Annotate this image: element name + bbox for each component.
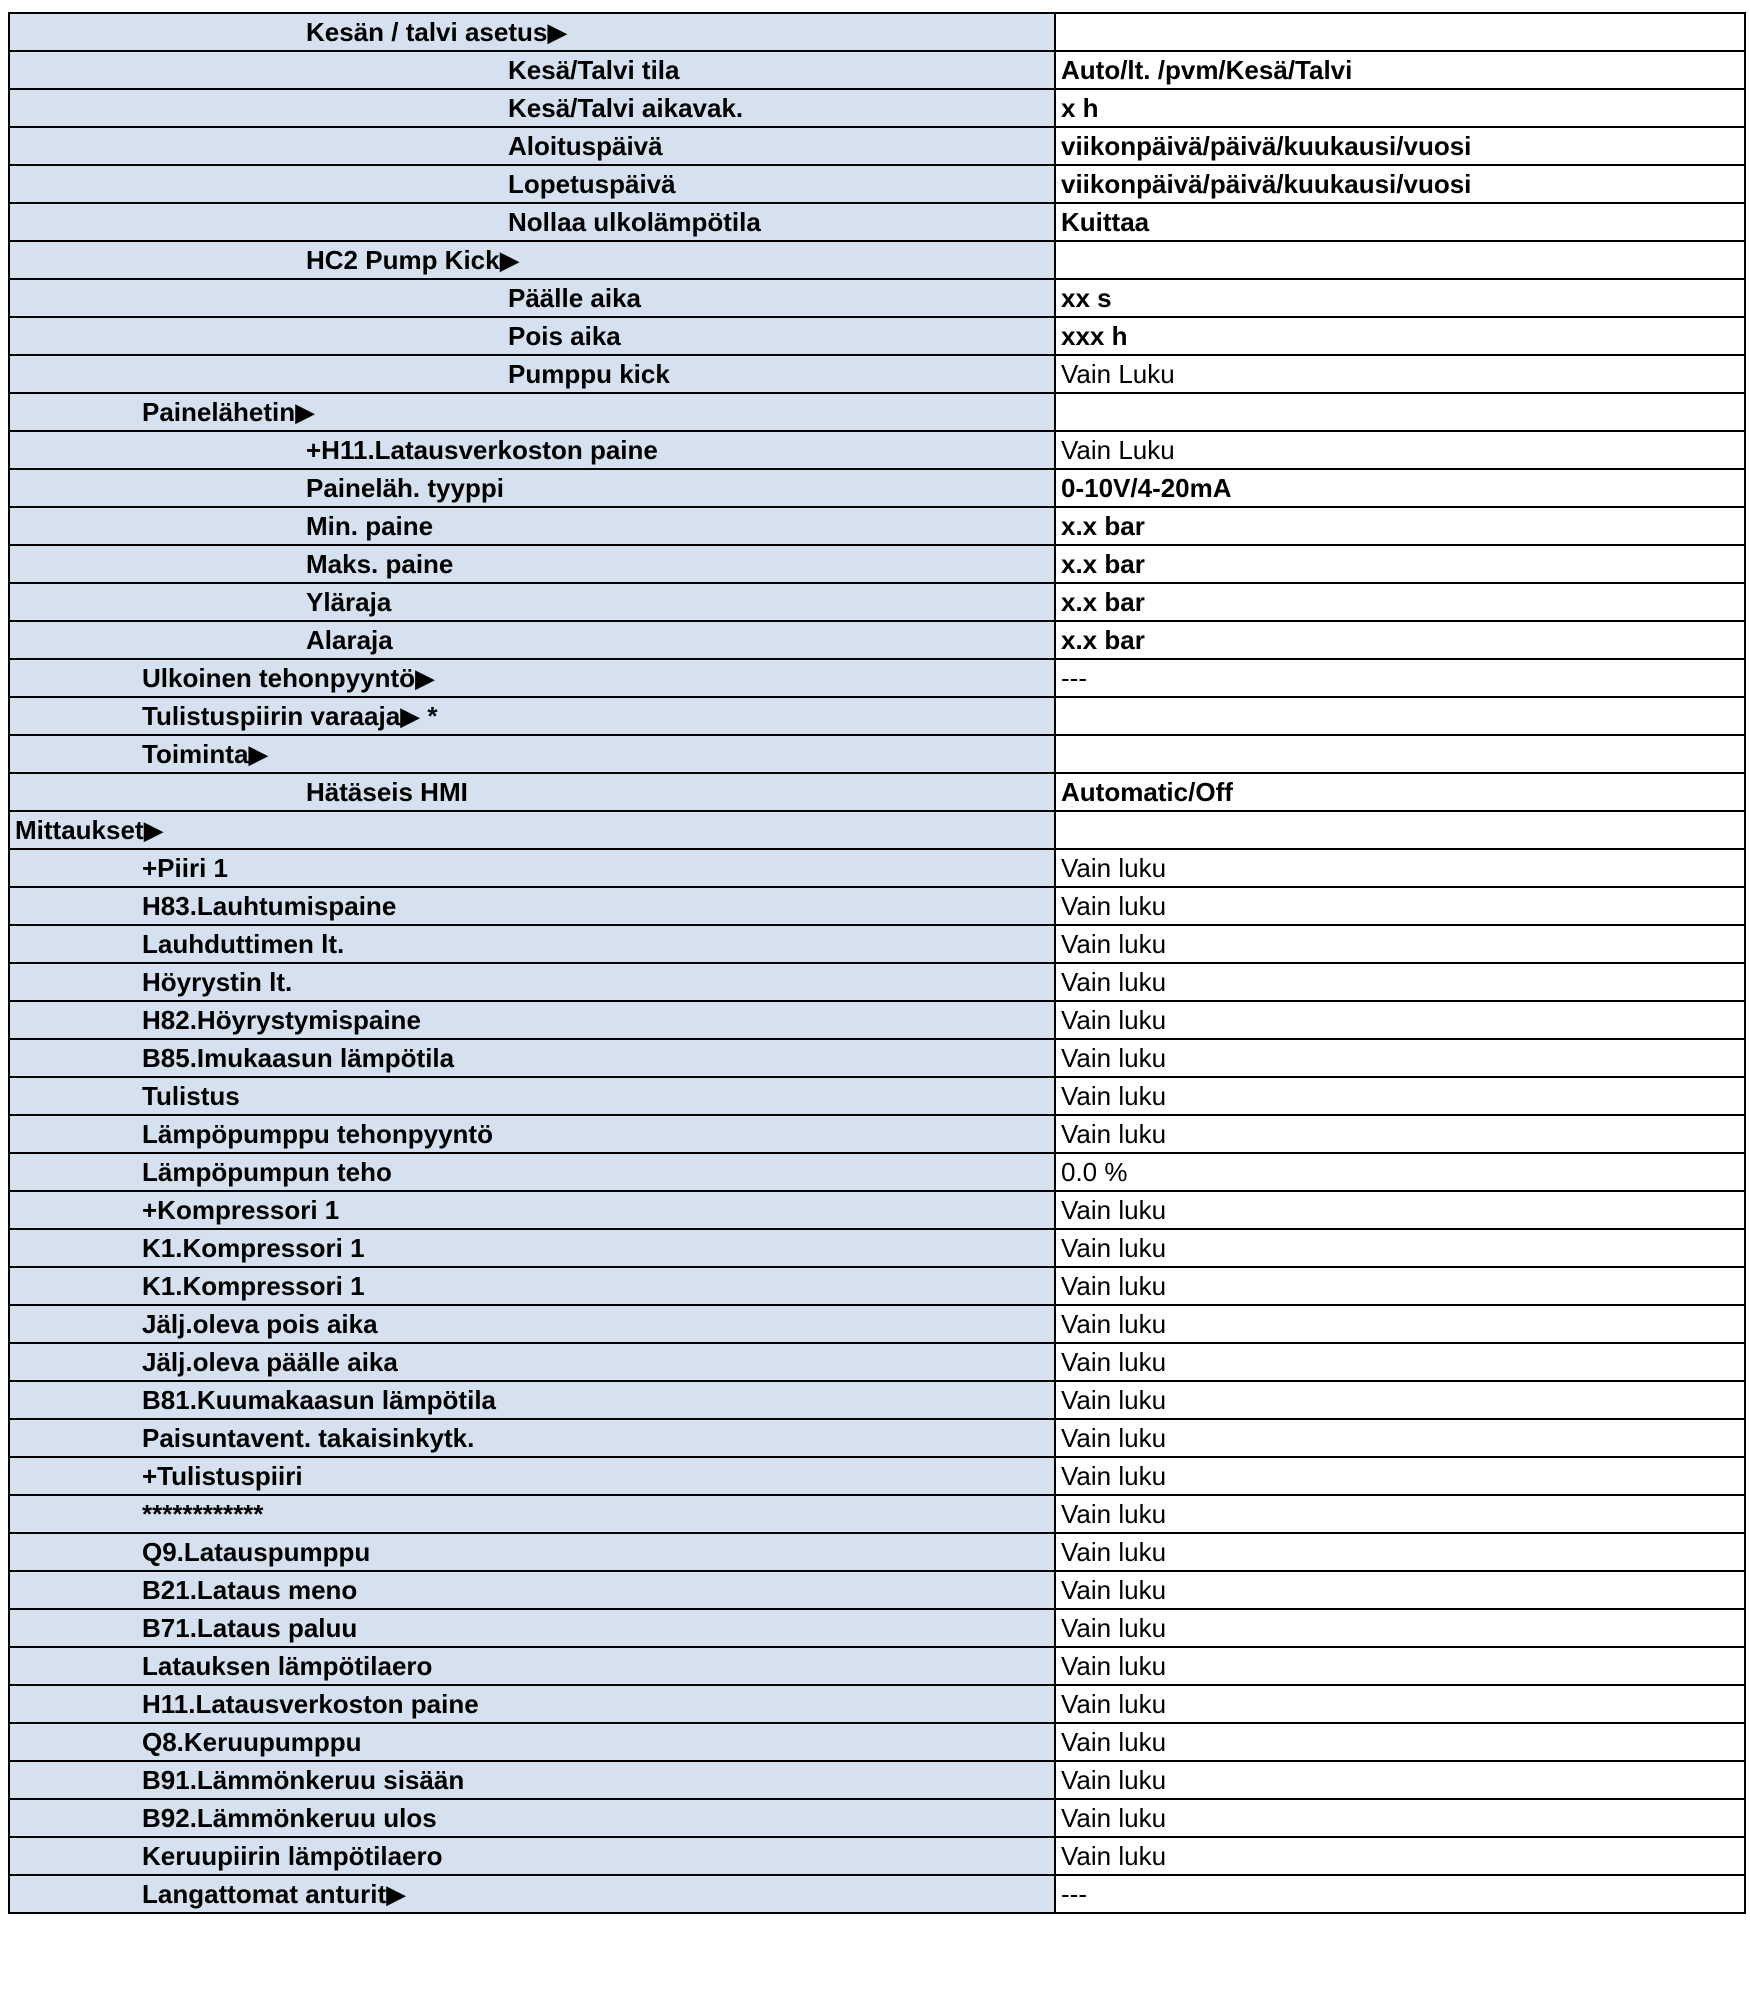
table-row xyxy=(9,1381,1745,1419)
parameter-value: 0-10V/4-20mA xyxy=(1055,469,1745,507)
parameter-value: x.x bar xyxy=(1055,507,1745,545)
parameter-label: Tulistus xyxy=(9,1077,1055,1115)
table-row xyxy=(9,127,1745,165)
parameter-value: xx s xyxy=(1055,279,1745,317)
parameter-value: Vain luku xyxy=(1055,1761,1745,1799)
parameter-value: Vain luku xyxy=(1055,1305,1745,1343)
parameter-table-body xyxy=(9,13,1745,1913)
table-row xyxy=(9,469,1745,507)
table-row xyxy=(9,203,1745,241)
table-row xyxy=(9,279,1745,317)
parameter-label: Nollaa ulkolämpötila xyxy=(9,203,1055,241)
parameter-value: Vain luku xyxy=(1055,887,1745,925)
table-row xyxy=(9,659,1745,697)
parameter-label: Paisuntavent. takaisinkytk. xyxy=(9,1419,1055,1457)
table-row xyxy=(9,355,1745,393)
table-row xyxy=(9,1267,1745,1305)
parameter-value xyxy=(1055,241,1745,279)
parameter-label: Lämpöpumpun teho xyxy=(9,1153,1055,1191)
parameter-value: Vain luku xyxy=(1055,1077,1745,1115)
table-row xyxy=(9,925,1745,963)
table-row xyxy=(9,1571,1745,1609)
parameter-label: B71.Lataus paluu xyxy=(9,1609,1055,1647)
parameter-label: Ulkoinen tehonpyyntö▶ xyxy=(9,659,1055,697)
table-row xyxy=(9,1191,1745,1229)
parameter-value xyxy=(1055,13,1745,51)
parameter-value: Vain luku xyxy=(1055,1495,1745,1533)
parameter-value: x h xyxy=(1055,89,1745,127)
parameter-label: H82.Höyrystymispaine xyxy=(9,1001,1055,1039)
parameter-label: Langattomat anturit▶ xyxy=(9,1875,1055,1913)
parameter-label: Pumppu kick xyxy=(9,355,1055,393)
parameter-value: Vain luku xyxy=(1055,1191,1745,1229)
table-row xyxy=(9,1875,1745,1913)
parameter-value: x.x bar xyxy=(1055,583,1745,621)
parameter-label: Päälle aika xyxy=(9,279,1055,317)
table-row xyxy=(9,1533,1745,1571)
parameter-value: 0.0 % xyxy=(1055,1153,1745,1191)
parameter-value: Vain luku xyxy=(1055,1115,1745,1153)
parameter-value: Vain luku xyxy=(1055,1229,1745,1267)
table-row xyxy=(9,507,1745,545)
table-row xyxy=(9,393,1745,431)
parameter-value: Vain luku xyxy=(1055,963,1745,1001)
parameter-label: Tulistuspiirin varaaja▶ * xyxy=(9,697,1055,735)
table-row xyxy=(9,1837,1745,1875)
parameter-label: +Piiri 1 xyxy=(9,849,1055,887)
table-row xyxy=(9,89,1745,127)
parameter-value: --- xyxy=(1055,1875,1745,1913)
parameter-label: Painelähetin▶ xyxy=(9,393,1055,431)
parameter-value: Vain luku xyxy=(1055,1001,1745,1039)
parameter-label: Jälj.oleva päälle aika xyxy=(9,1343,1055,1381)
parameter-label: Hätäseis HMI xyxy=(9,773,1055,811)
table-row xyxy=(9,165,1745,203)
parameter-label: Höyrystin lt. xyxy=(9,963,1055,1001)
parameter-value: Vain Luku xyxy=(1055,355,1745,393)
parameter-label: +H11.Latausverkoston paine xyxy=(9,431,1055,469)
table-row xyxy=(9,1457,1745,1495)
table-row xyxy=(9,1419,1745,1457)
table-row xyxy=(9,1761,1745,1799)
table-row xyxy=(9,51,1745,89)
parameter-value: Vain luku xyxy=(1055,1343,1745,1381)
parameter-label: Alaraja xyxy=(9,621,1055,659)
parameter-label: Maks. paine xyxy=(9,545,1055,583)
parameter-value: x.x bar xyxy=(1055,621,1745,659)
parameter-value: xxx h xyxy=(1055,317,1745,355)
parameter-label: Keruupiirin lämpötilaero xyxy=(9,1837,1055,1875)
parameter-label: ************ xyxy=(9,1495,1055,1533)
parameter-value: viikonpäivä/päivä/kuukausi/vuosi xyxy=(1055,165,1745,203)
parameter-value: Auto/lt. /pvm/Kesä/Talvi xyxy=(1055,51,1745,89)
parameter-label: Jälj.oleva pois aika xyxy=(9,1305,1055,1343)
parameter-label: B81.Kuumakaasun lämpötila xyxy=(9,1381,1055,1419)
parameter-value: Vain luku xyxy=(1055,1685,1745,1723)
table-row xyxy=(9,1115,1745,1153)
parameter-label: Kesä/Talvi aikavak. xyxy=(9,89,1055,127)
parameter-label: Mittaukset▶ xyxy=(9,811,1055,849)
parameter-label: Pois aika xyxy=(9,317,1055,355)
parameter-label: Lauhduttimen lt. xyxy=(9,925,1055,963)
table-row xyxy=(9,1609,1745,1647)
table-row xyxy=(9,1229,1745,1267)
parameter-value: Vain luku xyxy=(1055,1723,1745,1761)
table-row xyxy=(9,887,1745,925)
parameter-label: B21.Lataus meno xyxy=(9,1571,1055,1609)
table-row xyxy=(9,1647,1745,1685)
parameter-value: Vain luku xyxy=(1055,1533,1745,1571)
table-row xyxy=(9,811,1745,849)
parameter-value xyxy=(1055,811,1745,849)
table-row xyxy=(9,963,1745,1001)
table-row xyxy=(9,735,1745,773)
table-row xyxy=(9,545,1745,583)
parameter-value: Vain luku xyxy=(1055,1457,1745,1495)
parameter-label: Q9.Latauspumppu xyxy=(9,1533,1055,1571)
table-row xyxy=(9,1685,1745,1723)
parameter-value xyxy=(1055,735,1745,773)
table-row xyxy=(9,697,1745,735)
parameter-label: Kesä/Talvi tila xyxy=(9,51,1055,89)
table-row xyxy=(9,1001,1745,1039)
parameter-label: Lopetuspäivä xyxy=(9,165,1055,203)
parameter-value: Vain luku xyxy=(1055,1837,1745,1875)
table-row xyxy=(9,241,1745,279)
parameter-label: +Tulistuspiiri xyxy=(9,1457,1055,1495)
table-row xyxy=(9,621,1745,659)
parameter-value: --- xyxy=(1055,659,1745,697)
parameter-value: Kuittaa xyxy=(1055,203,1745,241)
parameter-label: Lämpöpumppu tehonpyyntö xyxy=(9,1115,1055,1153)
parameter-label: Aloituspäivä xyxy=(9,127,1055,165)
parameter-value: Vain luku xyxy=(1055,1799,1745,1837)
parameter-value: Vain luku xyxy=(1055,1571,1745,1609)
table-row xyxy=(9,849,1745,887)
parameter-label: Min. paine xyxy=(9,507,1055,545)
parameter-label: Latauksen lämpötilaero xyxy=(9,1647,1055,1685)
parameter-value: Vain luku xyxy=(1055,1647,1745,1685)
table-row xyxy=(9,773,1745,811)
parameter-value xyxy=(1055,393,1745,431)
parameter-value: Vain luku xyxy=(1055,1419,1745,1457)
table-row xyxy=(9,317,1745,355)
parameter-label: K1.Kompressori 1 xyxy=(9,1229,1055,1267)
table-row xyxy=(9,13,1745,51)
parameter-table xyxy=(8,12,1746,1914)
parameter-value: Vain luku xyxy=(1055,1267,1745,1305)
table-row xyxy=(9,1039,1745,1077)
parameter-label: HC2 Pump Kick▶ xyxy=(9,241,1055,279)
parameter-label: B91.Lämmönkeruu sisään xyxy=(9,1761,1055,1799)
table-row xyxy=(9,1799,1745,1837)
parameter-label: Toiminta▶ xyxy=(9,735,1055,773)
parameter-value: x.x bar xyxy=(1055,545,1745,583)
table-row xyxy=(9,431,1745,469)
parameter-label: +Kompressori 1 xyxy=(9,1191,1055,1229)
parameter-value: Vain luku xyxy=(1055,925,1745,963)
parameter-label: Kesän / talvi asetus▶ xyxy=(9,13,1055,51)
table-row xyxy=(9,1343,1745,1381)
parameter-label: H83.Lauhtumispaine xyxy=(9,887,1055,925)
parameter-value xyxy=(1055,697,1745,735)
table-row xyxy=(9,1077,1745,1115)
parameter-label: B92.Lämmönkeruu ulos xyxy=(9,1799,1055,1837)
table-row xyxy=(9,1495,1745,1533)
parameter-label: H11.Latausverkoston paine xyxy=(9,1685,1055,1723)
table-row xyxy=(9,1305,1745,1343)
parameter-value: Vain luku xyxy=(1055,1381,1745,1419)
parameter-value: Vain luku xyxy=(1055,849,1745,887)
parameter-label: B85.Imukaasun lämpötila xyxy=(9,1039,1055,1077)
parameter-value: Automatic/Off xyxy=(1055,773,1745,811)
parameter-label: K1.Kompressori 1 xyxy=(9,1267,1055,1305)
parameter-value: Vain luku xyxy=(1055,1039,1745,1077)
parameter-label: Paineläh. tyyppi xyxy=(9,469,1055,507)
parameter-value: Vain Luku xyxy=(1055,431,1745,469)
parameter-label: Q8.Keruupumppu xyxy=(9,1723,1055,1761)
parameter-value: Vain luku xyxy=(1055,1609,1745,1647)
table-row xyxy=(9,583,1745,621)
table-row xyxy=(9,1723,1745,1761)
parameter-label: Yläraja xyxy=(9,583,1055,621)
table-row xyxy=(9,1153,1745,1191)
parameter-value: viikonpäivä/päivä/kuukausi/vuosi xyxy=(1055,127,1745,165)
